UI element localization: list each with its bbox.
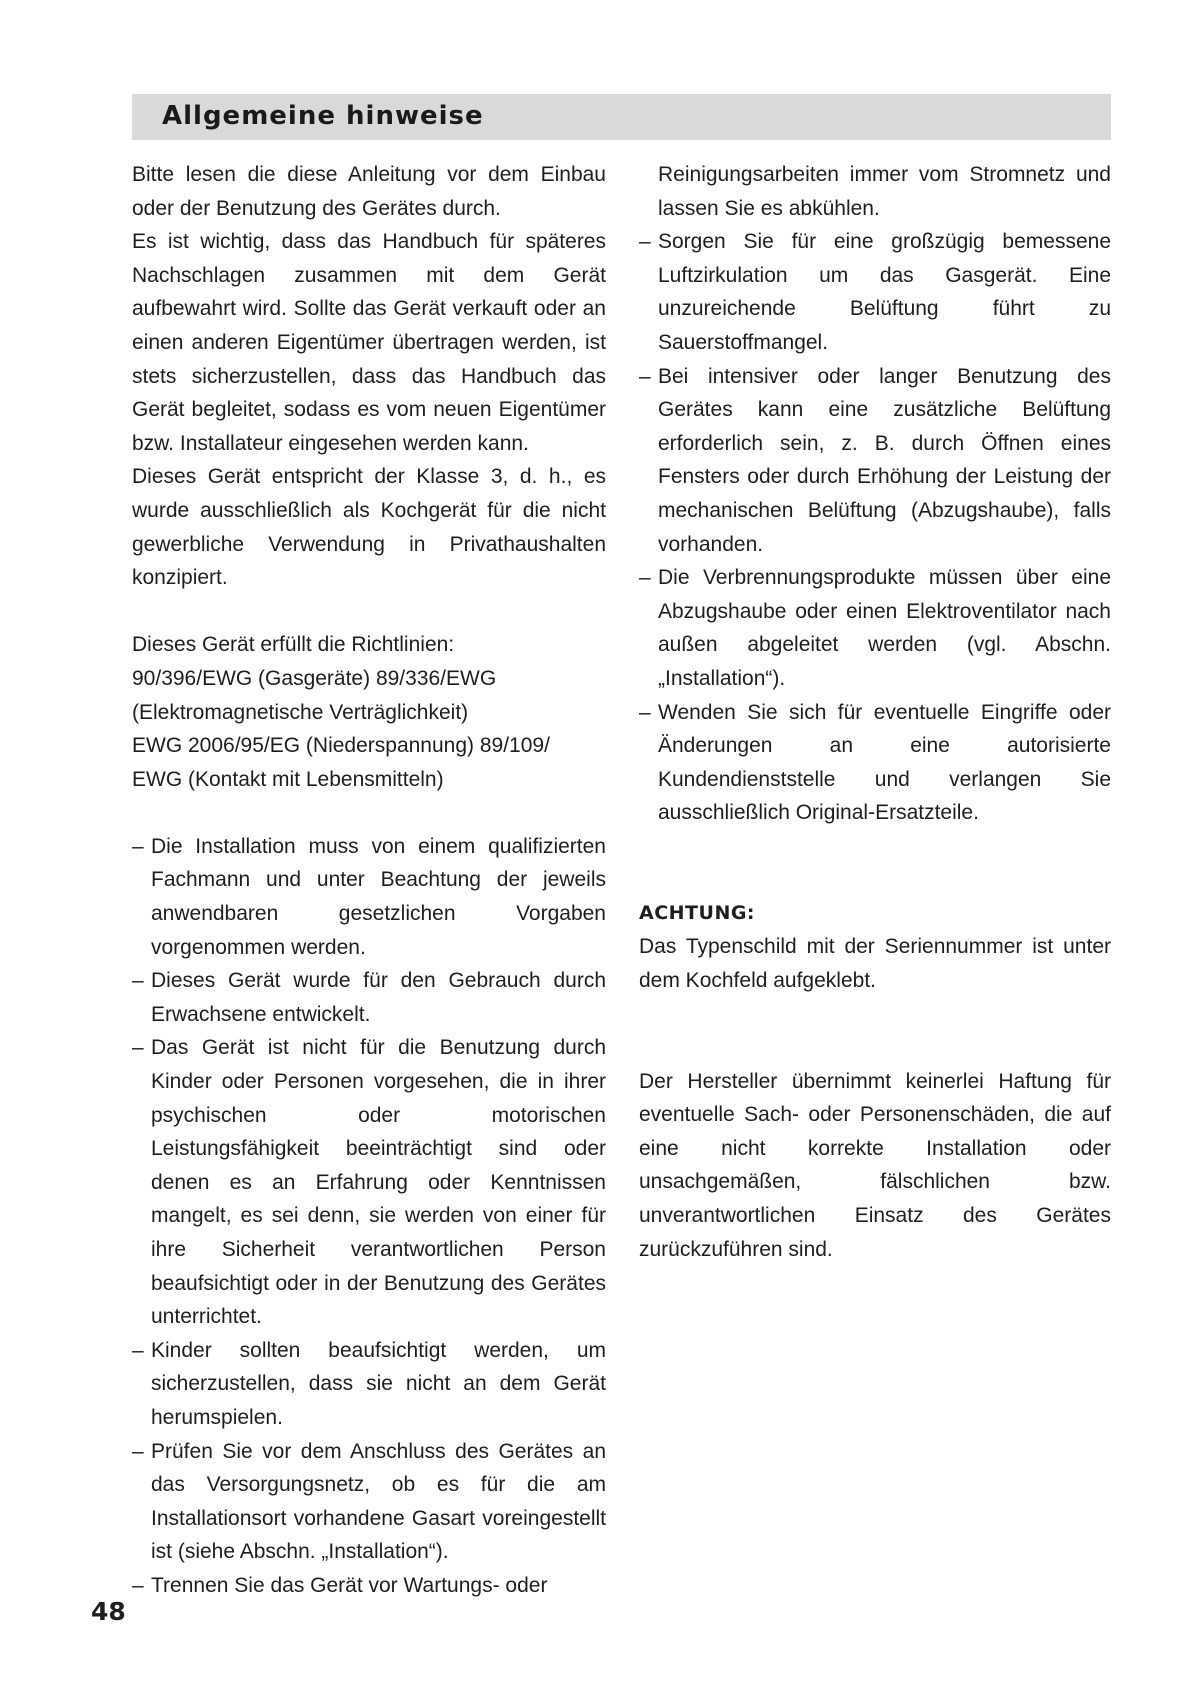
list-item: – Die Installation muss von einem qualifizierten Fachmann und unter Beachtung der jeweils anwendbaren gesetzlichen Vorgaben vorgenommen werden.: [132, 830, 606, 964]
directives-block: [132, 628, 606, 796]
directive-line: EWG 2006/95/EG (Niederspannung) 89/109/: [132, 734, 550, 758]
warning-block: [639, 897, 1111, 998]
directives-intro: Dieses Gerät erfüllt die Richtlinien:: [132, 633, 455, 657]
page-title: Allgemeine hinweise: [162, 101, 484, 131]
list-item: – Trennen Sie das Gerät vor Wartungs- oder: [132, 1569, 606, 1603]
intro-paragraph: Bitte lesen die diese Anleitung vor dem Einbau oder der Benutzung des Gerätes durch.: [132, 163, 606, 220]
list-item: – Kinder sollten beaufsichtigt werden, um sicherzustellen, dass sie nicht an dem Gerät herumspielen.: [132, 1334, 606, 1435]
page-number: 48: [91, 1597, 126, 1626]
disclaimer-paragraph: Der Hersteller übernimmt keinerlei Haftung für eventuelle Sach- oder Personenschäden, die auf eine nicht korrekte Installation oder unsachgemäßen, fälschlichen bzw. unverantwortlichen Einsatz des Gerätes zurückzuführen sind.: [639, 1069, 1111, 1261]
list-item: – Wenden Sie sich für eventuelle Eingriffe oder Änderungen an eine autorisierte Kundendienststelle und verlangen Sie ausschließlich Original-Ersatzteile.: [639, 696, 1111, 830]
list-item: – Das Gerät ist nicht für die Benutzung durch Kinder oder Personen vorgesehen, die in ihrer psychischen oder motorischen Leistungsfähigkeit beeinträchtigt sind oder denen es an Erfahrung oder Kenntnissen mangelt, es sei denn, sie werden von einer für ihre Sicherheit verantwortlichen Person beaufsichtigt oder in der Benutzung des Gerätes unterrichtet.: [132, 1031, 606, 1333]
ventilation-list: [639, 225, 1111, 830]
directive-line: 90/396/EWG (Gasgeräte) 89/336/EWG: [132, 666, 497, 690]
intro-paragraph: Dieses Gerät entspricht der Klasse 3, d. h., es wurde ausschließlich als Kochgerät für die nicht gewerbliche Verwendung in Privathaushalten konzipiert.: [132, 465, 606, 590]
list-item-continuation: Reinigungsarbeiten immer vom Stromnetz und lassen Sie es abkühlen.: [658, 163, 1111, 220]
warning-text: Das Typenschild mit der Seriennummer ist unter dem Kochfeld aufgeklebt.: [639, 935, 1111, 993]
list-item: – Bei intensiver oder langer Benutzung des Gerätes kann eine zusätzliche Belüftung erforderlich sein, z. B. durch Öffnen eines Fensters oder durch Erhöhung der Leistung der mechanischen Belüftung (Abzugshaube), falls vorhanden.: [639, 360, 1111, 562]
list-item: – Die Verbrennungsprodukte müssen über eine Abzugshaube oder einen Elektroventilator nach außen abgeleitet werden (vgl. Abschn. „Installation“).: [639, 561, 1111, 695]
right-column: [639, 158, 1111, 1266]
list-item: – Sorgen Sie für eine großzügig bemessene Luftzirkulation um das Gasgerät. Eine unzureichende Belüftung führt zu Sauerstoffmangel.: [639, 225, 1111, 359]
list-item: – Dieses Gerät wurde für den Gebrauch durch Erwachsene entwickelt.: [132, 964, 606, 1031]
section-title-bar: [132, 94, 1111, 140]
directive-line: EWG (Kontakt mit Lebensmitteln): [132, 767, 444, 791]
directive-line: (Elektromagnetische Verträglichkeit): [132, 700, 469, 724]
list-item: – Prüfen Sie vor dem Anschluss des Gerätes an das Versorgungsnetz, ob es für die am Installationsort vorhandene Gasart voreingestellt ist (siehe Abschn. „Installation“).: [132, 1435, 606, 1569]
safety-list: [132, 830, 606, 1603]
intro-paragraph: Es ist wichtig, dass das Handbuch für späteres Nachschlagen zusammen mit dem Gerät aufbewahrt wird. Sollte das Gerät verkauft oder an einen anderen Eigentümer übertragen werden, ist stets sicherzustellen, dass das Handbuch das Gerät begleitet, sodass es vom neuen Eigentümer bzw. Installateur eingesehen werden kann.: [132, 230, 606, 455]
left-column: [132, 158, 606, 1603]
warning-heading: ACHTUNG:: [639, 901, 756, 924]
